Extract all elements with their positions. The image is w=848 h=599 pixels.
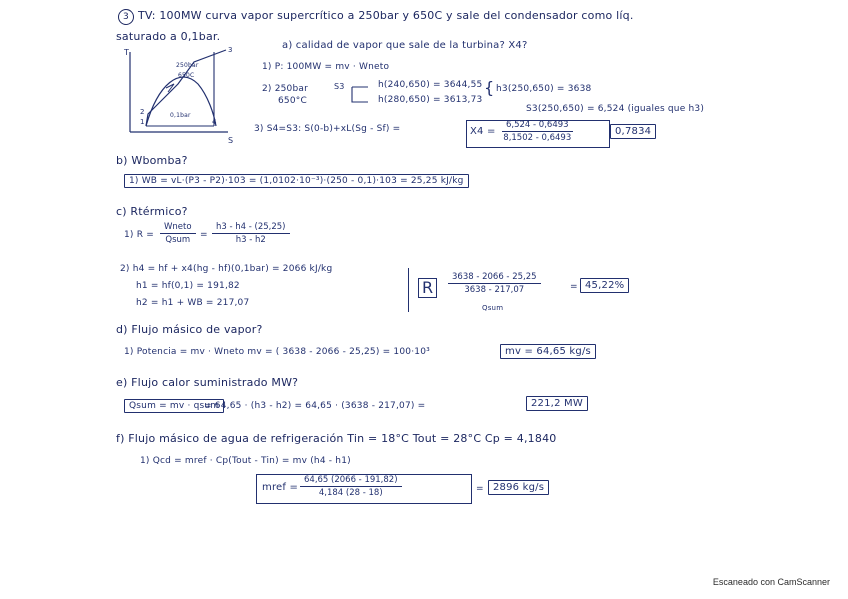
part-a-h-280: h(280,650) = 3613,73 bbox=[378, 95, 483, 105]
separator-line bbox=[408, 268, 411, 312]
mref-label: mref = bbox=[262, 482, 299, 493]
part-f-step1: 1) Qcd = mref · Cp(Tout - Tin) = mv (h4 - h1) bbox=[140, 456, 351, 466]
equals-sign: = bbox=[200, 230, 208, 240]
part-c-line2: h1 = hf(0,1) = 191,82 bbox=[136, 281, 240, 291]
point-3: 3 bbox=[228, 46, 233, 54]
mref-denominator: 4,184 (28 - 18) bbox=[318, 488, 383, 498]
part-f-result: 2896 kg/s bbox=[488, 480, 549, 495]
x4-denominator: 8,1502 - 0,6493 bbox=[503, 133, 572, 143]
pressure-high-label: 250bar bbox=[176, 62, 199, 69]
r-result: 45,22% bbox=[580, 278, 629, 293]
x4-numerator: 6,524 - 0,6493 bbox=[502, 120, 573, 132]
part-c-r-frac1-den: Qsum bbox=[165, 235, 191, 245]
t-axis-label: T bbox=[124, 48, 130, 57]
problem-statement-1: TV: 100MW curva vapor supercrítico a 250bar y 650C y sale del condensador como líq. bbox=[138, 9, 634, 22]
point-2: 2 bbox=[140, 108, 145, 116]
scanner-watermark: Escaneado con CamScanner bbox=[712, 577, 830, 587]
point-1: 1 bbox=[140, 118, 145, 126]
part-c-line3: h2 = h1 + WB = 217,07 bbox=[136, 298, 250, 308]
part-e-step1-box: Qsum = mv · qsum bbox=[124, 399, 224, 413]
part-a-step3: 3) S4=S3: S(0-b)+xL(Sg - Sf) = bbox=[254, 124, 401, 134]
x4-result: 0,7834 bbox=[610, 124, 656, 139]
s-axis-label: S bbox=[228, 136, 234, 145]
part-b-step1: 1) WB = vL·(P3 - P2)·103 = (1,0102·10⁻³)·(250 - 0,1)·103 = 25,25 kJ/kg bbox=[124, 174, 469, 188]
r-box-numerator: 3638 - 2066 - 25,25 bbox=[448, 272, 541, 284]
part-b-title: b) Wbomba? bbox=[116, 154, 188, 167]
problem-statement-2: saturado a 0,1bar. bbox=[116, 30, 221, 43]
part-a-h-240: h(240,650) = 3644,55 bbox=[378, 80, 483, 90]
part-c-title: c) Rtérmico? bbox=[116, 205, 188, 218]
r-box-note: Qsum bbox=[482, 304, 504, 312]
part-c-r-frac2-den: h3 - h2 bbox=[235, 235, 266, 245]
part-c-r-label: 1) R = bbox=[124, 230, 154, 240]
mref-numerator: 64,65 (2066 - 191,82) bbox=[300, 475, 402, 487]
part-c-line1: 2) h4 = hf + x4(hg - hf)(0,1bar) = 2066 kJ/kg bbox=[120, 264, 333, 274]
part-c-r-frac2-num: h3 - h4 - (25,25) bbox=[212, 222, 290, 234]
r-box-fraction bbox=[448, 272, 541, 295]
brace: { bbox=[484, 78, 495, 97]
point-4: 4 bbox=[212, 118, 217, 126]
temp-label: 650C bbox=[178, 72, 195, 79]
part-d-title: d) Flujo másico de vapor? bbox=[116, 323, 263, 336]
r-box-denominator: 3638 - 217,07 bbox=[464, 285, 525, 295]
part-a-step2-pressure: 2) 250bar bbox=[262, 84, 309, 94]
part-e-step1-rest: = 64,65 · (h3 - h2) = 64,65 · (3638 - 217,07) = bbox=[204, 401, 426, 411]
r-box-label: R bbox=[418, 278, 437, 298]
part-d-result: mv = 64,65 kg/s bbox=[500, 344, 596, 359]
x4-fraction bbox=[502, 120, 573, 143]
part-e-result: 221,2 MW bbox=[526, 396, 588, 411]
part-c-r-frac1-num: Wneto bbox=[160, 222, 196, 234]
part-f-title: f) Flujo másico de agua de refrigeración Tin = 18°C Tout = 28°C Cp = 4,1840 bbox=[116, 432, 557, 445]
part-e-title: e) Flujo calor suministrado MW? bbox=[116, 376, 299, 389]
mref-fraction bbox=[300, 475, 402, 498]
part-c-r-fraction-2 bbox=[212, 222, 290, 245]
ts-diagram bbox=[118, 44, 238, 144]
part-a-step1: 1) P: 100MW = mv · Wneto bbox=[262, 62, 390, 72]
part-a-h3: h3(250,650) = 3638 bbox=[496, 84, 592, 94]
part-a-step2-temp: 650°C bbox=[278, 96, 307, 106]
part-a-title: a) calidad de vapor que sale de la turbina? X4? bbox=[282, 40, 528, 51]
problem-number: 3 bbox=[118, 9, 134, 25]
part-d-step1: 1) Potencia = mv · Wneto mv = ( 3638 - 2066 - 25,25) = 100·10³ bbox=[124, 347, 430, 357]
x4-label: X4 = bbox=[470, 126, 496, 137]
problem-line-1 bbox=[118, 9, 634, 25]
part-a-s3-label: S3 bbox=[334, 82, 345, 91]
equals-sign-3: = bbox=[476, 484, 484, 494]
part-c-r-fraction-1 bbox=[160, 222, 196, 245]
part-a-s3-value: S3(250,650) = 6,524 (iguales que h3) bbox=[526, 104, 705, 114]
interpolation-bracket bbox=[346, 84, 376, 106]
pressure-low-label: 0,1bar bbox=[170, 112, 191, 119]
equals-sign-2: = bbox=[570, 282, 578, 292]
